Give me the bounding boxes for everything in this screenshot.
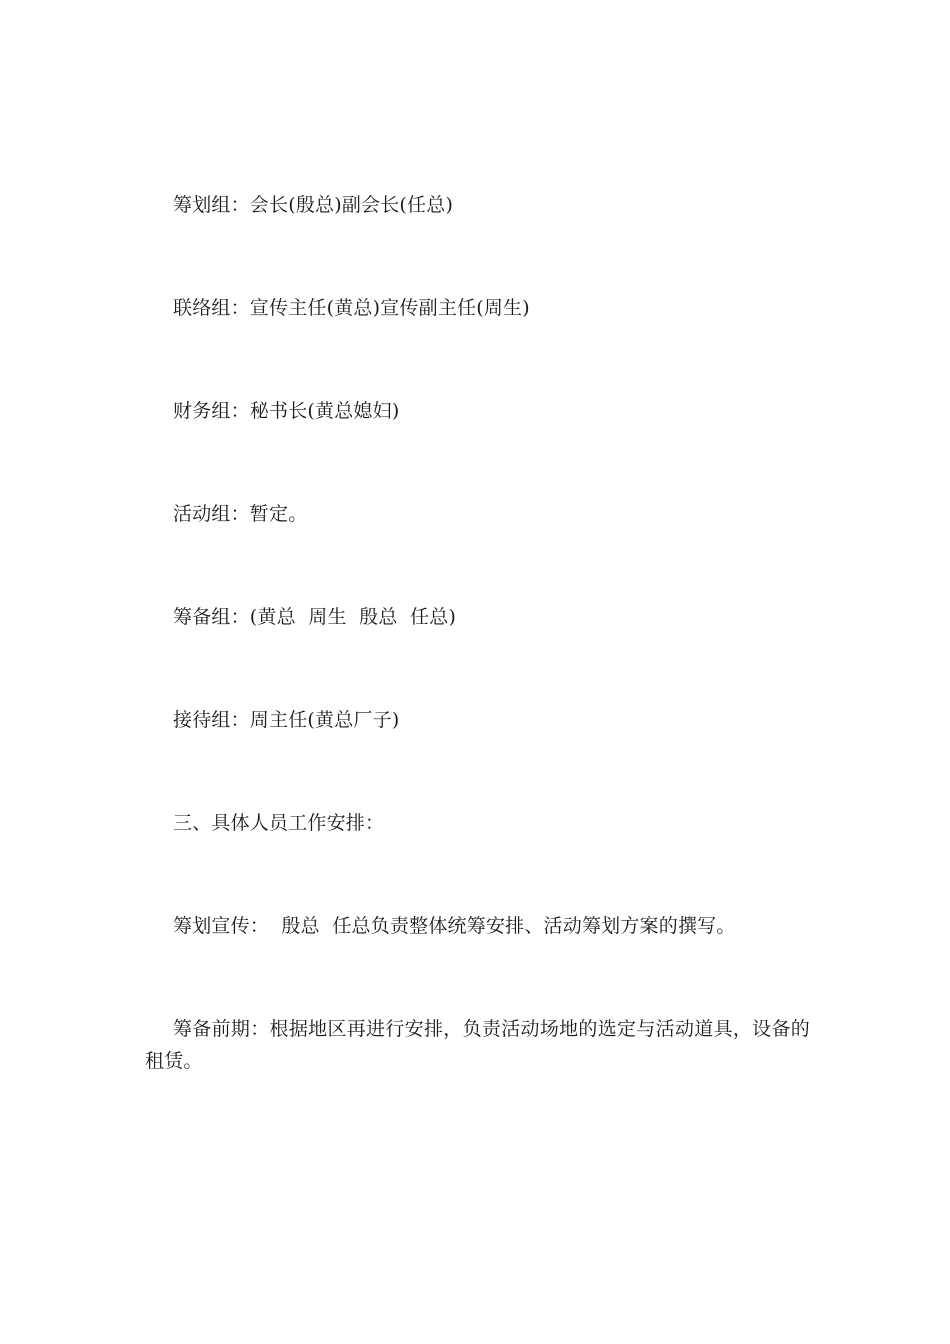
section-heading-staff-arrangement: 三、具体人员工作安排：	[173, 812, 385, 834]
paragraph-planning-publicity: 筹划宣传： 殷总 任总负责整体统筹安排、活动筹划方案的撰写。	[173, 915, 736, 937]
paragraph-finance-group: 财务组：秘书长(黄总媳妇)	[173, 400, 400, 422]
paragraph-liaison-group: 联络组：宣传主任(黄总)宣传副主任(周生)	[173, 297, 530, 319]
paragraph-preparation-early-stage: 筹备前期：根据地区再进行安排，负责活动场地的选定与活动道具，设备的租赁。	[145, 1018, 810, 1072]
paragraph-reception-group: 接待组：周主任(黄总厂子)	[173, 709, 400, 731]
paragraph-planning-group: 筹划组：会长(殷总)副会长(任总)	[173, 194, 454, 216]
paragraph-preparation-group: 筹备组：(黄总 周生 殷总 任总)	[173, 606, 457, 628]
paragraph-activity-group: 活动组：暂定。	[173, 503, 308, 525]
